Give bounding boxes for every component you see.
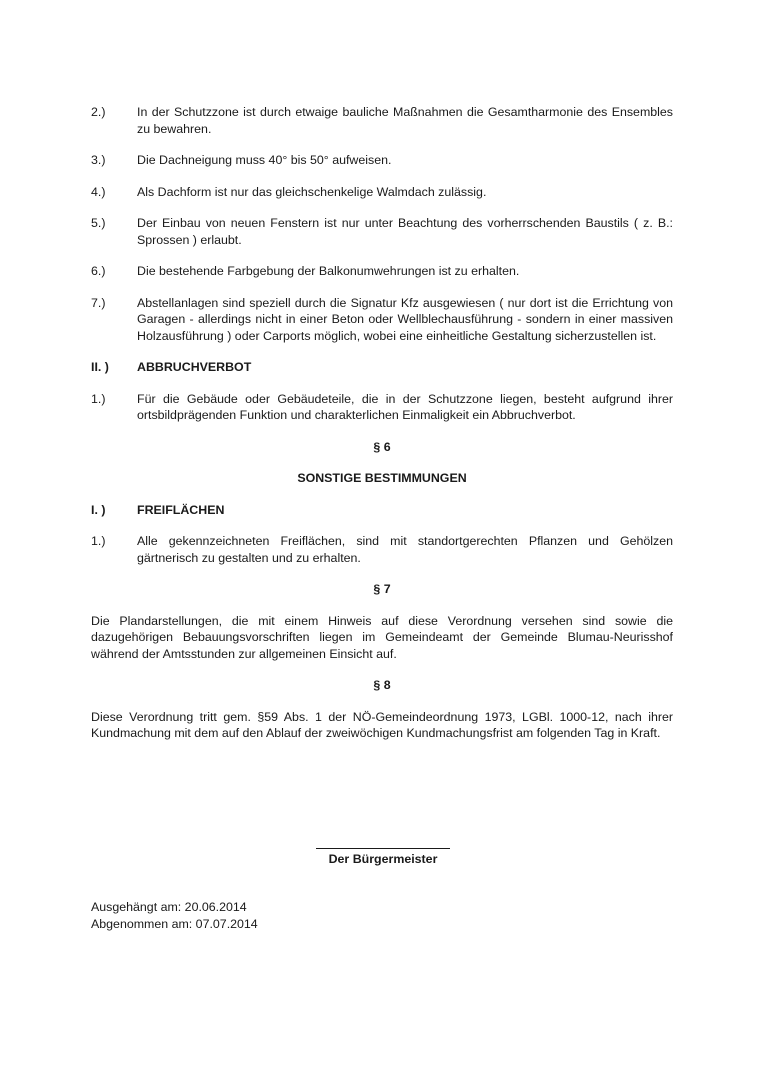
item-number: 6.): [91, 264, 106, 278]
item-number: 7.): [91, 295, 106, 310]
list-item: [91, 533, 673, 566]
list-item: [91, 391, 673, 424]
section-number: II. ): [91, 360, 109, 374]
signature-line: [316, 848, 450, 849]
signature-block: [316, 832, 450, 868]
item-text: Für die Gebäude oder Gebäudeteile, die in der Schutzzone liegen, besteht aufgrund ihrer ortsbildprägenden Funktion und charakterlichen Einmaligkeit ein Abbruchverbot.: [137, 391, 673, 422]
paragraph-7-heading: § 7: [373, 582, 391, 596]
item-number: 3.): [91, 153, 106, 167]
paragraph-6-title: SONSTIGE BESTIMMUNGEN: [297, 471, 467, 485]
list-item: [91, 263, 673, 280]
item-text: Der Einbau von neuen Fenstern ist nur unter Beachtung des vorherrschenden Baustils ( z. B.: Sprossen ) erlaubt.: [137, 216, 673, 247]
signature-label: Der Bürgermeister: [328, 852, 438, 866]
item-text: In der Schutzzone ist durch etwaige bauliche Maßnahmen die Gesamtharmonie des Ensembles zu bewahren.: [137, 105, 673, 136]
removed-date: Abgenommen am: 07.07.2014: [91, 916, 258, 931]
posted-date: Ausgehängt am: 20.06.2014: [91, 900, 247, 914]
posting-dates: [91, 899, 258, 932]
list-item: [91, 152, 673, 169]
section-title: FREIFLÄCHEN: [137, 502, 225, 517]
item-text: Abstellanlagen sind speziell durch die Signatur Kfz ausgewiesen ( nur dort ist die Errichtung von Garagen - allerdings nicht in einer Beton oder Wellblechausführung - sondern in einer massiven Holzausführung ) oder Carports möglich, wobei eine einheitliche Gestaltung sicherzustellen ist.: [137, 295, 673, 343]
item-text: Als Dachform ist nur das gleichschenkelige Walmdach zulässig.: [137, 184, 487, 199]
item-text: Die Dachneigung muss 40° bis 50° aufweisen.: [137, 153, 392, 167]
section-heading-abbruchverbot: [91, 359, 673, 376]
item-number: 2.): [91, 105, 106, 119]
paragraph-8-text: Diese Verordnung tritt gem. §59 Abs. 1 der NÖ-Gemeindeordnung 1973, LGBl. 1000-12, nach ihrer Kundmachung mit dem auf den Ablauf der zweiwöchigen Kundmachungsfrist am folgenden Tag in Kraft.: [91, 709, 673, 740]
item-number: 1.): [91, 391, 106, 406]
section-heading-freiflaechen: [91, 502, 673, 519]
list-item: [91, 104, 673, 137]
section-number: I. ): [91, 502, 106, 517]
paragraph-8-heading: § 8: [373, 678, 391, 692]
item-number: 5.): [91, 216, 106, 230]
section-title: ABBRUCHVERBOT: [137, 360, 252, 374]
item-number: 4.): [91, 184, 106, 199]
list-item: [91, 295, 673, 345]
paragraph-6-heading: § 6: [373, 439, 391, 454]
item-number: 1.): [91, 534, 106, 548]
list-item: [91, 184, 673, 201]
item-text: Die bestehende Farbgebung der Balkonumwehrungen ist zu erhalten.: [137, 264, 520, 278]
paragraph-7-text: Die Plandarstellungen, die mit einem Hinweis auf diese Verordnung versehen sind sowie die dazugehörigen Bebauungsvorschriften liegen im Gemeindeamt der Gemeinde Blumau-Neurisshof während der Amtsstunden zur allgemeinen Einsicht auf.: [91, 613, 673, 661]
item-text: Alle gekennzeichneten Freiflächen, sind mit standortgerechten Pflanzen und Gehölzen gärtnerisch zu gestalten und zu erhalten.: [137, 534, 673, 565]
document-body: [91, 104, 673, 757]
list-item: [91, 215, 673, 248]
